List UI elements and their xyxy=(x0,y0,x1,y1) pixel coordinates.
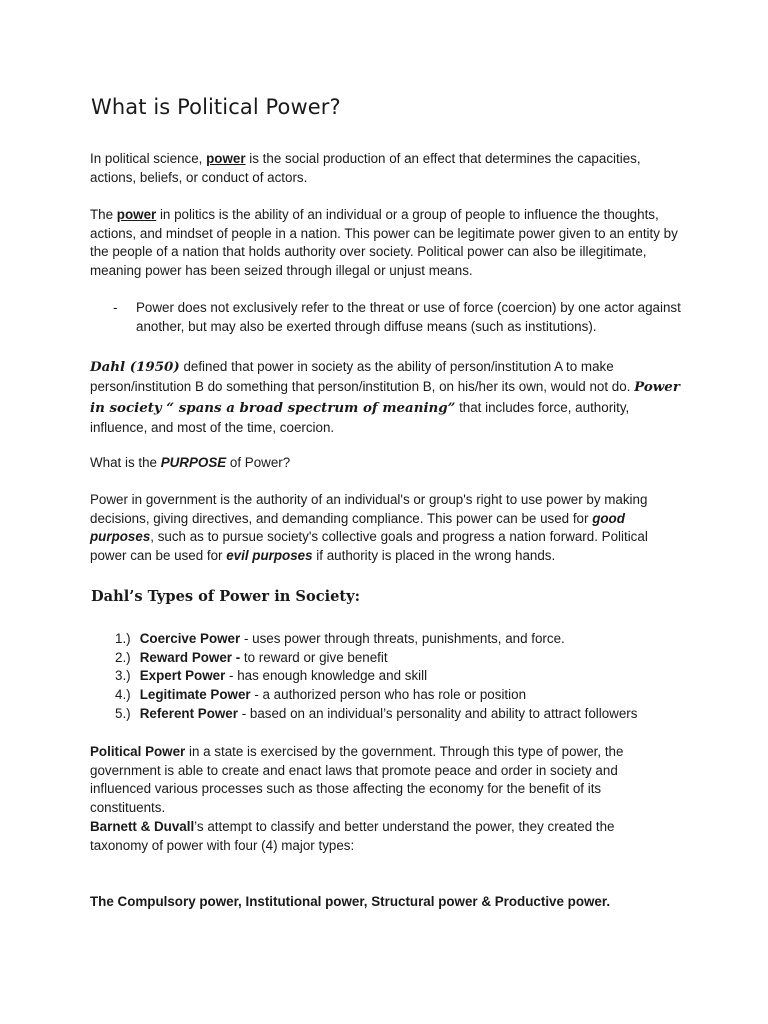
dahl-after: that includes force, authority, influence, and most of the time, coercion. xyxy=(90,399,630,436)
purpose-paragraph xyxy=(90,491,682,565)
type-description: - a authorized person who has role or position xyxy=(250,687,527,703)
type-name: Reward Power - xyxy=(139,649,241,665)
evil-purposes: evil purposes xyxy=(226,547,313,563)
dahl-paragraph xyxy=(90,357,688,438)
list-item xyxy=(115,649,637,668)
dahl-definition: defined that power in society as the ability of person/institution A to make person/institution B do something that person/institution B, on his/her its own, would not do. xyxy=(90,359,631,395)
types-list xyxy=(115,630,637,723)
type-name: Legitimate Power xyxy=(139,687,251,703)
type-description: - has enough knowledge and skill xyxy=(225,668,428,684)
purpose-keyword: PURPOSE xyxy=(160,455,227,470)
type-name: Expert Power xyxy=(139,668,226,684)
definition-key-term: power xyxy=(116,207,157,222)
list-number: 4.) xyxy=(115,687,131,703)
definition-before: The xyxy=(90,207,117,222)
definition-paragraph xyxy=(90,206,690,280)
list-number: 1.) xyxy=(115,631,131,646)
type-description: - uses power through threats, punishments, and force. xyxy=(240,631,565,646)
list-item xyxy=(115,686,637,705)
type-description: - based on an individual’s personality and ability to attract followers xyxy=(237,705,638,721)
bullet-dash: - xyxy=(113,300,118,315)
type-description: to reward or give benefit xyxy=(240,649,388,665)
good-purposes: good purposes xyxy=(90,510,625,545)
purpose-text-b: , such as to pursue society's collective goals and progress a nation forward. Political power can be used for xyxy=(90,529,648,563)
power-types-text: The Compulsory power, Institutional power, Structural power & Productive power. xyxy=(90,894,611,909)
list-number: 2.) xyxy=(115,649,131,665)
intro-key-term: power xyxy=(206,151,246,166)
dahl-citation: Dahl (1950) xyxy=(90,359,180,375)
power-types-summary xyxy=(90,893,690,912)
purpose-text-c: if authority is placed in the wrong hands. xyxy=(312,547,556,563)
political-power-term: Political Power xyxy=(90,744,186,759)
types-heading: Dahl’s Types of Power in Society: xyxy=(91,588,361,605)
list-item xyxy=(115,667,637,686)
political-power-text: in a state is exercised by the government. Through this type of power, the government is able to create and enact laws that promote peace and order in society and influenced various processes such as those affecting the economy for the benefit of its constituents. xyxy=(90,744,624,815)
list-item xyxy=(115,705,637,724)
purpose-before: What is the xyxy=(90,455,161,470)
page-title: What is Political Power? xyxy=(91,95,341,119)
definition-after: in politics is the ability of an individual or a group of people to influence the thoughts, actions, and mindset of people in a nation. This power can be legitimate power given to an entity by the people of a nation that holds authority over society. Political power can also be illegitimate, meaning power has been seized through illegal or unjust means. xyxy=(90,207,678,278)
barnett-duvall-paragraph xyxy=(90,818,650,855)
barnett-duvall-text: ’s attempt to classify and better understand the power, they created the taxonomy of power with four (4) major types: xyxy=(90,819,615,853)
intro-before: In political science, xyxy=(90,151,207,166)
type-name: Coercive Power xyxy=(139,631,241,646)
political-power-paragraph xyxy=(90,743,650,817)
barnett-duvall-term: Barnett & Duvall xyxy=(90,819,195,834)
intro-paragraph xyxy=(90,150,690,187)
purpose-after: of Power? xyxy=(226,455,291,470)
list-number: 3.) xyxy=(115,668,131,684)
intro-after: is the social production of an effect that determines the capacities, actions, beliefs, or conduct of actors. xyxy=(90,151,641,185)
list-number: 5.) xyxy=(115,705,131,721)
purpose-question xyxy=(90,454,690,473)
dahl-quote: Power in society “ spans a broad spectrum of meaning” xyxy=(90,379,680,416)
bullet-item xyxy=(113,299,688,336)
purpose-text-a: Power in government is the authority of an individual's or group's right to use power by making decisions, giving directives, and demanding compliance. This power can be used for xyxy=(90,492,648,526)
list-item xyxy=(115,630,637,649)
type-name: Referent Power xyxy=(139,705,238,721)
bullet-text: Power does not exclusively refer to the threat or use of force (coercion) by one actor against another, but may also be exerted through diffuse means (such as institutions). xyxy=(136,300,681,334)
